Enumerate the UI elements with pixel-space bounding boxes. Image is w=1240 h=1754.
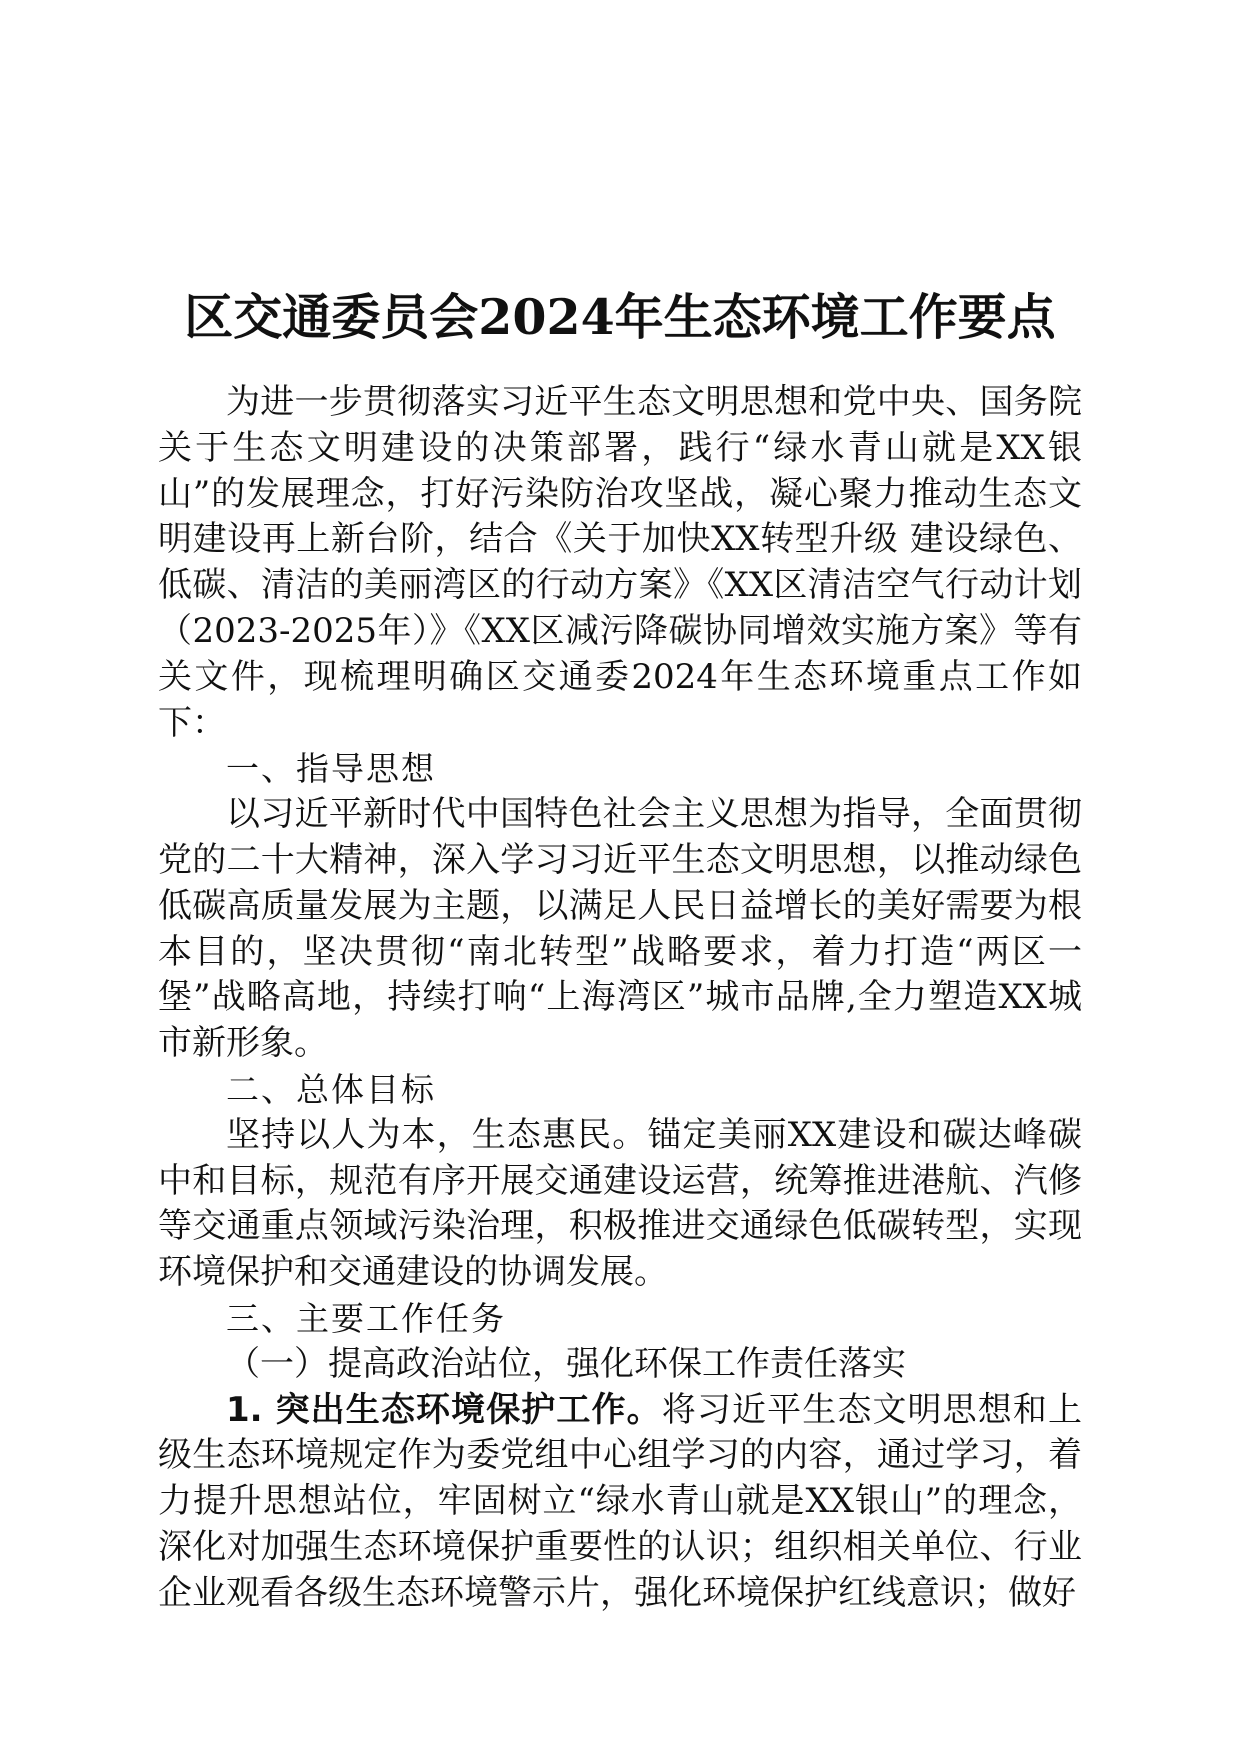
task-item-lead: 1. 突出生态环境保护工作。 bbox=[226, 1389, 662, 1430]
document-title: 区交通委员会2024年生态环境工作要点 bbox=[184, 287, 1056, 346]
section-heading-overall-goals: 二、总体目标 bbox=[226, 1069, 436, 1109]
section-body-overall-goals: 坚持以人为本，生态惠民。锚定美丽XX建设和碳达峰碳中和目标，规范有序开展交通建设运营，统筹推进港航、汽修等交通重点领域污染治理，积极推进交通绿色低碳转型，实现环境保护和交通建设的协调发展。 bbox=[158, 1114, 1082, 1293]
task-item-paragraph bbox=[158, 1388, 1082, 1617]
task-item-body: 将习近平生态文明思想和上级生态环境规定作为委党组中心组学习的内容，通过学习，着力提升思想站位，牢固树立“绿水青山就是XX银山”的理念，深化对加强生态环境保护重要性的认识；组织相关单位、行业企业观看各级生态环境警示片，强化环境保护红线意识；做好 bbox=[158, 1389, 1082, 1613]
section-body-guiding-ideology: 以习近平新时代中国特色社会主义思想为指导，全面贯彻党的二十大精神，深入学习习近平生态文明思想，以推动绿色低碳高质量发展为主题，以满足人民日益增长的美好需要为根本目的，坚决贯彻“南北转型”战略要求，着力打造“两区一堡”战略高地，持续打响“上海湾区”城市品牌,全力塑造XX城市新形象。 bbox=[158, 794, 1082, 1064]
section-heading-main-tasks: 三、主要工作任务 bbox=[226, 1298, 506, 1338]
subsection-heading-political-stance: （一）提高政治站位，强化环保工作责任落实 bbox=[226, 1343, 906, 1384]
section-heading-guiding-ideology: 一、指导思想 bbox=[226, 749, 436, 789]
intro-paragraph: 为进一步贯彻落实习近平生态文明思想和党中央、国务院关于生态文明建设的决策部署，践行“绿水青山就是XX银山”的发展理念，打好污染防治攻坚战，凝心聚力推动生态文明建设再上新台阶，结合《关于加快XX转型升级 建设绿色、低碳、清洁的美丽湾区的行动方案》《XX区清洁空气行动计划（2023-2025年）》《XX区减污降碳协同增效实施方案》等有关文件，现梳理明确区交通委2024年生态环境重点工作如下： bbox=[158, 382, 1082, 743]
document-body bbox=[158, 380, 1082, 1617]
